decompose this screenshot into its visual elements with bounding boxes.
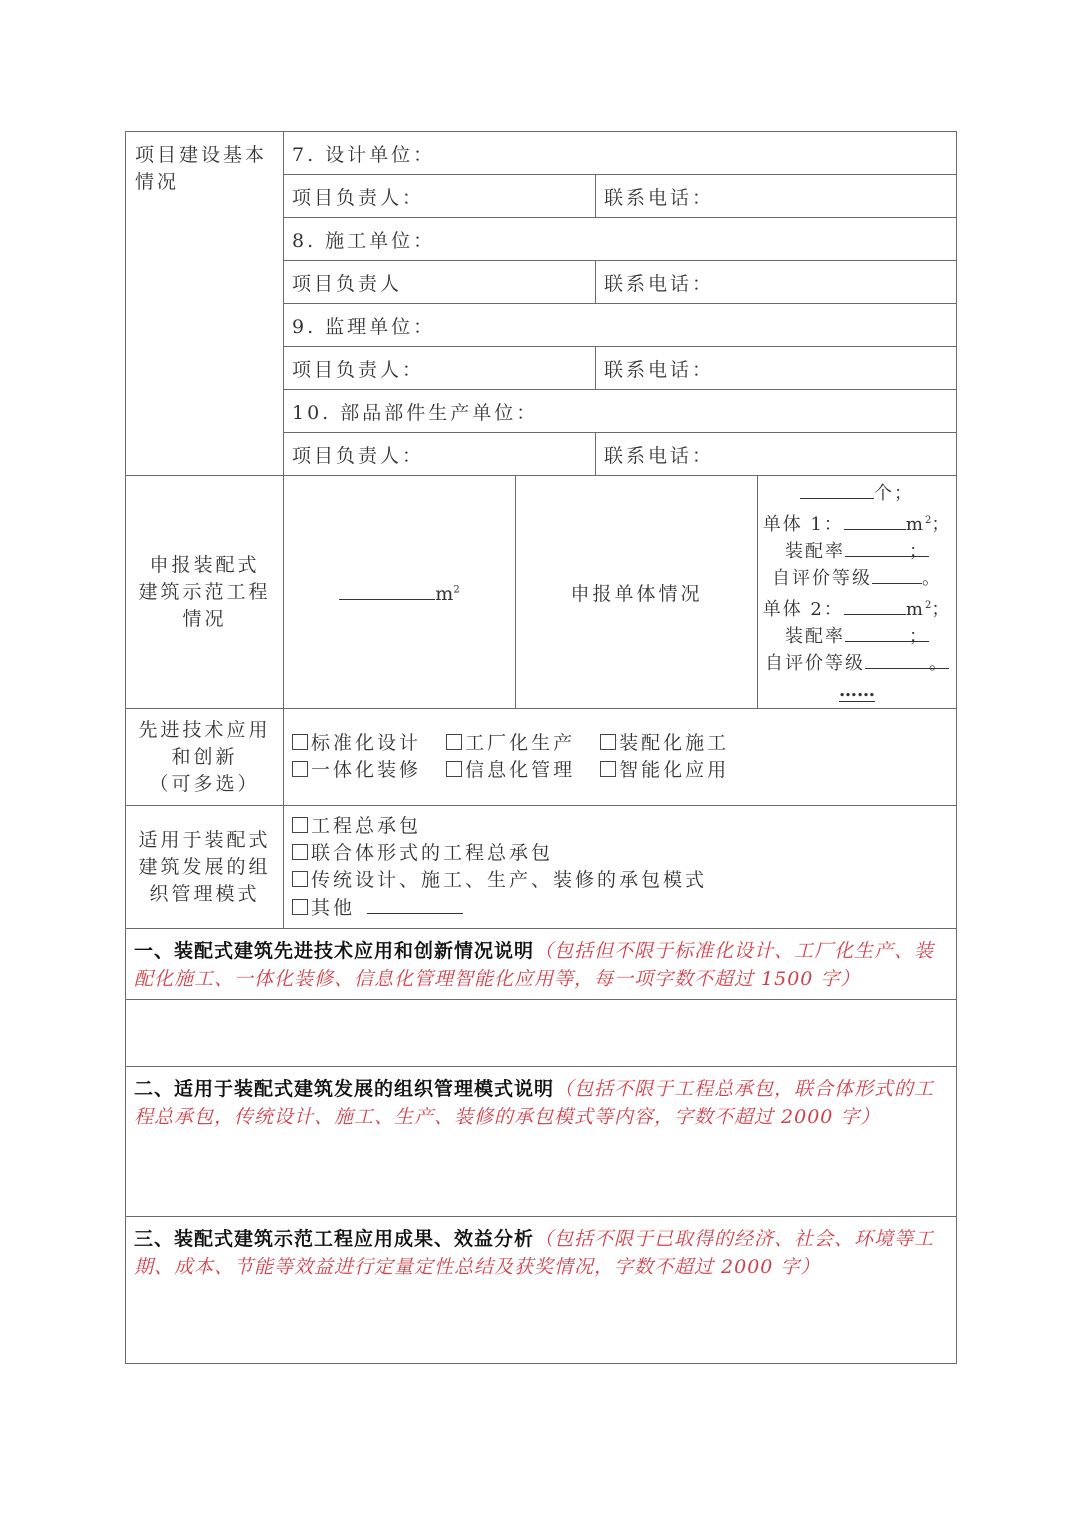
- count-suffix: 个；: [874, 483, 915, 504]
- single-building-details: [758, 476, 957, 709]
- component-producer-field[interactable]: 10. 部品部件生产单位：: [284, 390, 957, 433]
- label-line: 情况: [182, 607, 227, 630]
- checkbox-information-management[interactable]: [446, 757, 575, 784]
- construction-unit-field[interactable]: 8. 施工单位：: [284, 218, 957, 261]
- section-1-content-area[interactable]: [126, 1000, 957, 1067]
- option-label: 装配化施工: [619, 732, 730, 754]
- ellipsis: ……: [839, 680, 876, 701]
- checkbox-icon[interactable]: [292, 817, 308, 833]
- area-field[interactable]: [284, 476, 516, 709]
- construction-phone-field[interactable]: 联系电话：: [596, 261, 957, 304]
- checkbox-other[interactable]: [292, 894, 948, 922]
- option-label: 一体化装修: [311, 759, 422, 781]
- label-line: 建筑发展的组: [138, 855, 271, 878]
- area-unit-sup: 2: [453, 584, 460, 596]
- label-line: 和创新: [171, 745, 238, 768]
- option-label: 标准化设计: [311, 732, 422, 754]
- checkbox-traditional-contract[interactable]: [292, 867, 948, 894]
- unit1-area-line[interactable]: [758, 507, 956, 538]
- grade-label: 自评价等级: [772, 568, 873, 589]
- checkbox-integrated-decoration[interactable]: [292, 757, 421, 784]
- area-suffix: ；: [931, 514, 952, 535]
- rate-suffix: ；: [909, 541, 930, 562]
- unit2-label: 单体 2：: [762, 599, 844, 620]
- section-note: （包括不限于工程总承包，联合体形式的工程总承包，传统设计、施工、生产、装修的承包模式等内容，字数不超过 2000 字）: [134, 1078, 935, 1128]
- other-blank[interactable]: [367, 894, 463, 914]
- section-title: 二、适用于装配式建筑发展的组织管理模式说明: [134, 1078, 555, 1100]
- checkbox-icon[interactable]: [600, 761, 616, 777]
- grade-suffix: 。: [929, 653, 950, 674]
- more-units-line: [758, 677, 956, 704]
- label-line: 建筑示范工程: [138, 580, 271, 603]
- form-table: [125, 131, 957, 1364]
- checkbox-factory-production[interactable]: [446, 730, 575, 757]
- unit2-grade-blank[interactable]: [865, 650, 950, 674]
- option-label: 工厂化生产: [465, 732, 576, 754]
- producer-phone-field[interactable]: 联系电话：: [596, 433, 957, 476]
- checkbox-icon[interactable]: [446, 761, 462, 777]
- checkbox-icon[interactable]: [292, 844, 308, 860]
- checkbox-assembly-construction[interactable]: [600, 730, 729, 757]
- grade-label: 自评价等级: [765, 653, 866, 674]
- grade-suffix: 。: [922, 568, 943, 589]
- unit1-rate-blank[interactable]: [845, 538, 930, 562]
- section-3-area[interactable]: [126, 1217, 957, 1364]
- unit2-area-blank[interactable]: [844, 596, 906, 615]
- supervision-manager-field[interactable]: 项目负责人：: [284, 347, 596, 390]
- unit1-rate-line[interactable]: [758, 538, 956, 565]
- advanced-tech-options: [284, 709, 957, 806]
- area-sup: 2: [924, 515, 932, 526]
- design-unit-field[interactable]: 7. 设计单位：: [284, 132, 957, 175]
- section-title: 一、装配式建筑先进技术应用和创新情况说明: [134, 940, 535, 962]
- checkbox-icon[interactable]: [292, 871, 308, 887]
- checkbox-icon[interactable]: [292, 899, 308, 915]
- unit2-rate-blank[interactable]: [845, 623, 930, 647]
- checkbox-icon[interactable]: [600, 734, 616, 750]
- checkbox-consortium-epc[interactable]: [292, 840, 948, 867]
- checkbox-standardized-design[interactable]: [292, 730, 421, 757]
- rate-label: 装配率: [785, 541, 846, 562]
- building-count-line[interactable]: [758, 480, 956, 507]
- count-blank[interactable]: [800, 480, 874, 499]
- checkbox-epc[interactable]: [292, 813, 948, 840]
- unit2-grade-line[interactable]: [758, 650, 956, 677]
- section-note: （包括不限于已取得的经济、社会、环境等工期、成本、节能等效益进行定量定性总结及获奖情况，字数不超过 2000 字）: [134, 1228, 935, 1278]
- demo-project-label: [126, 476, 284, 709]
- checkbox-intelligent-application[interactable]: [600, 757, 729, 784]
- option-label: 其他: [311, 896, 356, 919]
- checkbox-icon[interactable]: [446, 734, 462, 750]
- option-label: 信息化管理: [465, 759, 576, 781]
- label-line: （可多选）: [149, 772, 260, 795]
- area-unit: m: [905, 599, 925, 620]
- area-sup: 2: [924, 600, 932, 611]
- rate-label: 装配率: [785, 626, 846, 647]
- section-2-area[interactable]: [126, 1067, 957, 1217]
- section-note: （包括但不限于标准化设计、工厂化生产、装配化施工、一体化装修、信息化管理智能化应用等，每一项字数不超过 1500 字）: [134, 940, 935, 990]
- unit1-grade-blank[interactable]: [872, 565, 922, 584]
- management-mode-options: [284, 806, 957, 929]
- design-manager-field[interactable]: 项目负责人：: [284, 175, 596, 218]
- rate-suffix: ；: [909, 626, 930, 647]
- section-title: 三、装配式建筑示范工程应用成果、效益分析: [134, 1228, 535, 1250]
- option-label: 工程总承包: [311, 814, 422, 837]
- unit1-area-blank[interactable]: [844, 511, 906, 530]
- application-form: [125, 131, 956, 1364]
- label-line: 适用于装配式: [138, 828, 271, 851]
- basic-info-label: 项目建设基本情况: [126, 132, 284, 476]
- label-line: 织管理模式: [149, 882, 260, 905]
- option-label: 联合体形式的工程总承包: [311, 841, 554, 864]
- unit1-grade-line[interactable]: [758, 565, 956, 592]
- label-line: 申报装配式: [149, 553, 260, 576]
- section-1-header: [126, 929, 957, 1000]
- supervision-phone-field[interactable]: 联系电话：: [596, 347, 957, 390]
- supervision-unit-field[interactable]: 9. 监理单位：: [284, 304, 957, 347]
- checkbox-icon[interactable]: [292, 761, 308, 777]
- option-label: 智能化应用: [619, 759, 730, 781]
- construction-manager-field[interactable]: 项目负责人: [284, 261, 596, 304]
- unit1-label: 单体 1：: [762, 514, 844, 535]
- design-phone-field[interactable]: 联系电话：: [596, 175, 957, 218]
- label-line: 先进技术应用: [138, 718, 271, 741]
- unit2-rate-line[interactable]: [758, 623, 956, 650]
- management-mode-label: [126, 806, 284, 929]
- single-building-label: 申报单体情况: [516, 476, 758, 709]
- checkbox-icon[interactable]: [292, 734, 308, 750]
- area-unit: m: [435, 582, 454, 605]
- advanced-tech-label: [126, 709, 284, 806]
- area-suffix: ；: [931, 599, 952, 620]
- unit2-area-line[interactable]: [758, 592, 956, 623]
- area-unit: m: [905, 514, 925, 535]
- producer-manager-field[interactable]: 项目负责人：: [284, 433, 596, 476]
- area-blank[interactable]: [339, 580, 435, 600]
- option-label: 传统设计、施工、生产、装修的承包模式: [311, 868, 708, 891]
